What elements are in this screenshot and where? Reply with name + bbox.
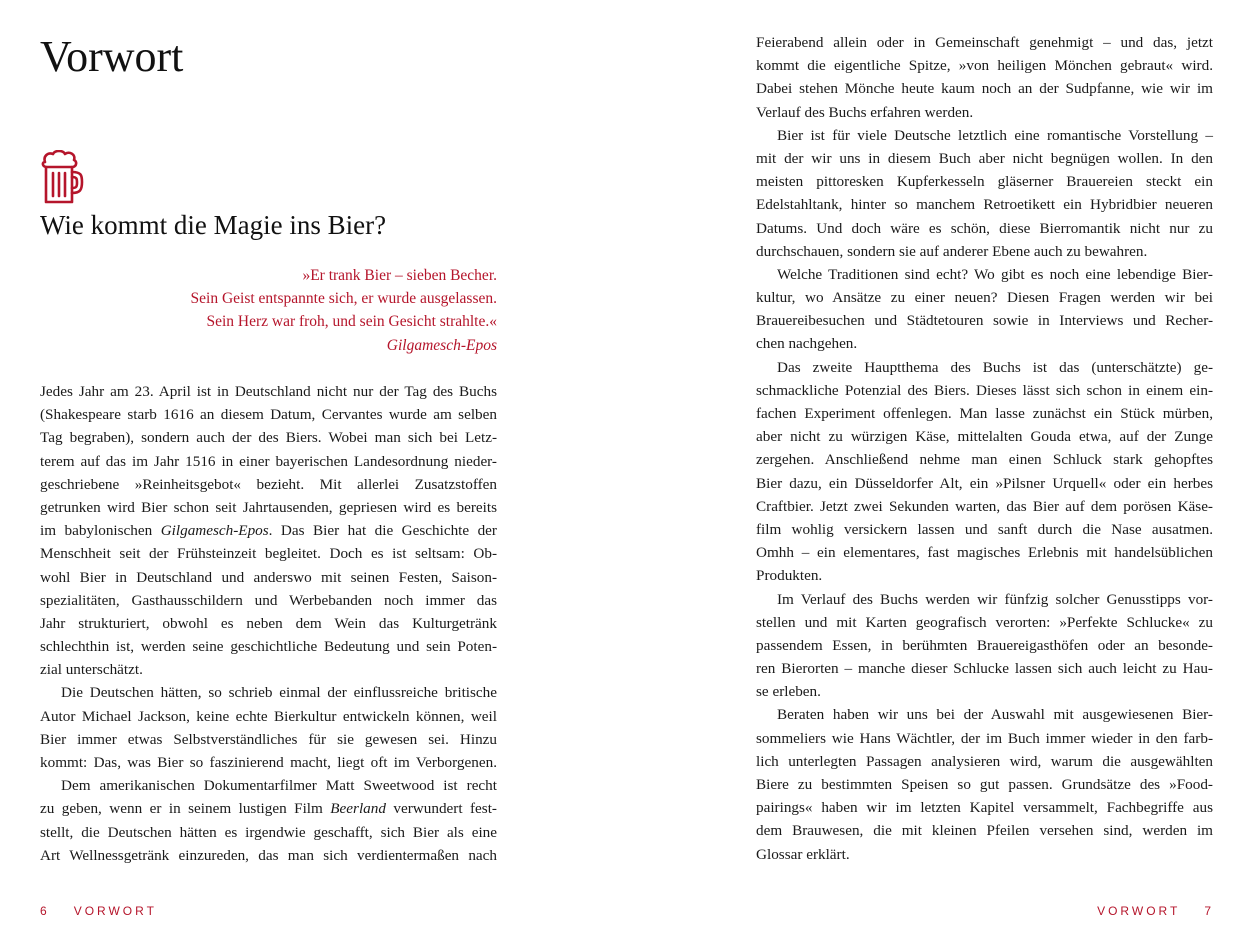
text-line: geschriebene »Reinheitsgebot« bezieht. Mit allerlei Zusatzstoffen <box>40 475 497 493</box>
body-text-left <box>40 380 497 867</box>
text-line: terem auf das im Jahr 1516 in einer bayerischen Landesordnung nieder- <box>40 452 497 470</box>
text-line: passendem Essen, in berühmten Brauereigasthöfen oder an besonde- <box>756 636 1213 654</box>
text-line: getrunken wird Bier schon seit Jahrtausenden, gepriesen wird es bereits <box>40 498 497 516</box>
text-line: Brauereibesuchen und Städtetouren sowie in Interviews und Recher- <box>756 312 1213 330</box>
text-line: durchschauen, sondern sie auf anderer Ebene auch zu bewahren. <box>756 242 1148 260</box>
page-number: 6 <box>40 904 50 918</box>
text-line: meisten pittoresken Kupferkesseln gläserner Brauereien steckt ein <box>756 173 1213 191</box>
right-page <box>627 0 1254 931</box>
running-head: VORWORT <box>1097 904 1181 918</box>
text-fragment: zu geben, wenn er in seinem lustigen Film <box>40 800 331 818</box>
text-line: aber nicht zu würzigen Käse, mittelalten Gouda etwa, auf der Zunge <box>756 428 1213 446</box>
text-line: zial unterschätzt. <box>40 661 143 679</box>
book-title-italic: Gilgamesch-Epos <box>160 522 269 540</box>
text-line: pairings« haben wir im letzten Kapitel versammelt, Fachbegriffe aus <box>756 799 1213 817</box>
text-line: spezialitäten, Gasthausschildern und Werbebanden noch immer das <box>40 591 497 609</box>
text-line: fachen Experiment offenlegen. Man lasse zunächst ein Stück mürben, <box>756 405 1213 422</box>
text-line: Omhh – ein elementares, fast magisches Erlebnis mit handelsüblichen <box>756 544 1213 562</box>
text-line: Autor Michael Jackson, keine echte Bierkultur entwickeln können, weil <box>40 707 497 725</box>
text-line: kultur, wo Ansätze zu einer neuen? Diesen Fragen werden wir bei <box>756 289 1213 307</box>
text-line: wohl Bier in Deutschland und anderswo mit seinen Festen, Saison- <box>40 568 497 586</box>
text-line: Biere zu bestimmten Speisen so gut passen. Grundsätze des »Food- <box>756 776 1213 793</box>
footer-right <box>1097 902 1214 920</box>
text-line: Dem amerikanischen Dokumentarfilmer Matt Sweetwood ist recht <box>61 777 497 795</box>
text-line: Dabei stehen Mönche heute kaum noch an der Sudpfanne, wie wir im <box>756 80 1213 98</box>
film-title-italic: Beerland <box>330 800 386 818</box>
text-line: Beraten haben wir uns bei der Auswahl mit ausgewiesenen Bier- <box>777 706 1213 724</box>
chapter-title: Vorwort <box>40 32 184 81</box>
text-line: sommeliers wie Hans Wächtler, der im Buch immer wieder in den farb- <box>756 729 1213 747</box>
beer-mug-icon <box>38 150 84 206</box>
text-line: zergehen. Anschließend nehme man einen Schluck stark gehopftes <box>756 451 1213 469</box>
page-number: 7 <box>1204 904 1214 918</box>
text-line: stellt, die Deutschen hätten es irgendwie geschafft, sich Bier als eine <box>40 823 497 841</box>
text-line: kommt: Das, was Bier so faszinierend macht, liegt oft im Verborgenen. <box>40 754 497 771</box>
text-fragment: verwundert fest- <box>385 800 497 818</box>
text-line: Feierabend allein oder in Gemeinschaft genehmigt – und das, jetzt <box>756 34 1213 51</box>
text-line: schmackliche Potenzial des Biers. Dieses lässt sich schon in einem ein- <box>756 381 1213 399</box>
text-line: Jahr strukturiert, obwohl es neben dem Wein das Kulturgetränk <box>40 614 497 632</box>
text-line: Verlauf des Buchs erfahren werden. <box>756 103 974 121</box>
epigraph-line: Sein Herz war froh, und sein Gesicht strahlte.« <box>206 313 497 331</box>
text-line: schlechthin ist, werden seine geschichtliche Bedeutung und sein Poten- <box>40 638 497 656</box>
body-text-right <box>756 31 1213 866</box>
text-line: Jedes Jahr am 23. April ist in Deutschland nicht nur der Tag des Buchs <box>40 383 497 400</box>
text-line: Die Deutschen hätten, so schrieb einmal der einflussreiche britische <box>61 684 497 702</box>
epigraph <box>160 264 497 357</box>
running-head: VORWORT <box>73 904 157 918</box>
text-line: se erleben. <box>756 683 821 701</box>
text-line: kommt die eigentliche Spitze, »von heiligen Mönchen gebraut« wird. <box>756 57 1213 75</box>
text-line: Art Wellnessgetränk einzureden, das man sich verdientermaßen nach <box>40 846 497 864</box>
text-line <box>40 797 497 820</box>
text-line: Das zweite Hauptthema des Buchs ist das (unterschätzte) ge- <box>777 358 1213 376</box>
text-line: Im Verlauf des Buchs werden wir fünfzig solcher Genusstipps vor- <box>777 590 1213 608</box>
epigraph-line: »Er trank Bier – sieben Becher. <box>302 267 497 284</box>
text-fragment: im babylonischen <box>40 522 161 540</box>
section-title: Wie kommt die Magie ins Bier? <box>40 210 387 240</box>
text-line: Glossar erklärt. <box>756 845 850 863</box>
text-line <box>40 519 497 542</box>
text-line: ren Bierorten – manche dieser Schlucke lassen sich auch leicht zu Hau- <box>756 660 1213 678</box>
footer-left <box>40 902 157 920</box>
text-line: mit der wir uns in diesem Buch aber nicht begnügen wollen. In den <box>756 149 1213 167</box>
epigraph-line: Sein Geist entspannte sich, er wurde ausgelassen. <box>190 290 497 308</box>
epigraph-source: Gilgamesch-Epos <box>386 336 497 354</box>
text-line: Edelstahltank, hinter so manchem Retroetikett ein Hybridbier neueren <box>756 196 1213 214</box>
text-fragment: . Das Bier hat die Geschichte der <box>268 522 497 540</box>
text-line: Welche Traditionen sind echt? Wo gibt es noch eine lebendige Bier- <box>777 265 1213 283</box>
text-line: Datums. Und doch wäre es schön, diese Bierromantik nicht nur zu <box>756 219 1213 237</box>
text-line: Produkten. <box>756 567 823 585</box>
text-line: Bier dazu, ein Düsseldorfer Alt, ein »Pilsner Urquell« oder ein herbes <box>756 474 1213 492</box>
text-line: Tag begraben), sondern auch der des Biers. Wobei man sich bei Letz- <box>40 429 497 447</box>
text-line: chen nachgehen. <box>756 335 858 353</box>
text-line: Menschheit seit der Frühsteinzeit begleitet. Doch es ist seltsam: Ob- <box>40 545 497 563</box>
text-line: stellen und mit Karten geografisch verorten: »Perfekte Schlucke« zu <box>756 613 1213 631</box>
text-line: Bier ist für viele Deutsche letztlich eine romantische Vorstellung – <box>777 126 1213 144</box>
text-line: film wohlig versickern lassen und sanft durch die Nase ausatmen. <box>756 520 1213 538</box>
text-line: (Shakespeare starb 1616 an diesem Datum, Cervantes wurde am selben <box>40 406 497 424</box>
text-line: dem Brauwesen, die mit kleinen Pfeilen versehen sind, werden im <box>756 822 1213 840</box>
text-line: lich unterlegten Passagen analysieren wird, warum die ausgewählten <box>756 752 1213 770</box>
text-line: Bier immer etwas Selbstverständliches für sie gewesen sei. Hinzu <box>40 730 497 748</box>
text-line: Craftbier. Jetzt zwei Sekunden warten, das Bier auf dem porösen Käse- <box>756 497 1213 515</box>
